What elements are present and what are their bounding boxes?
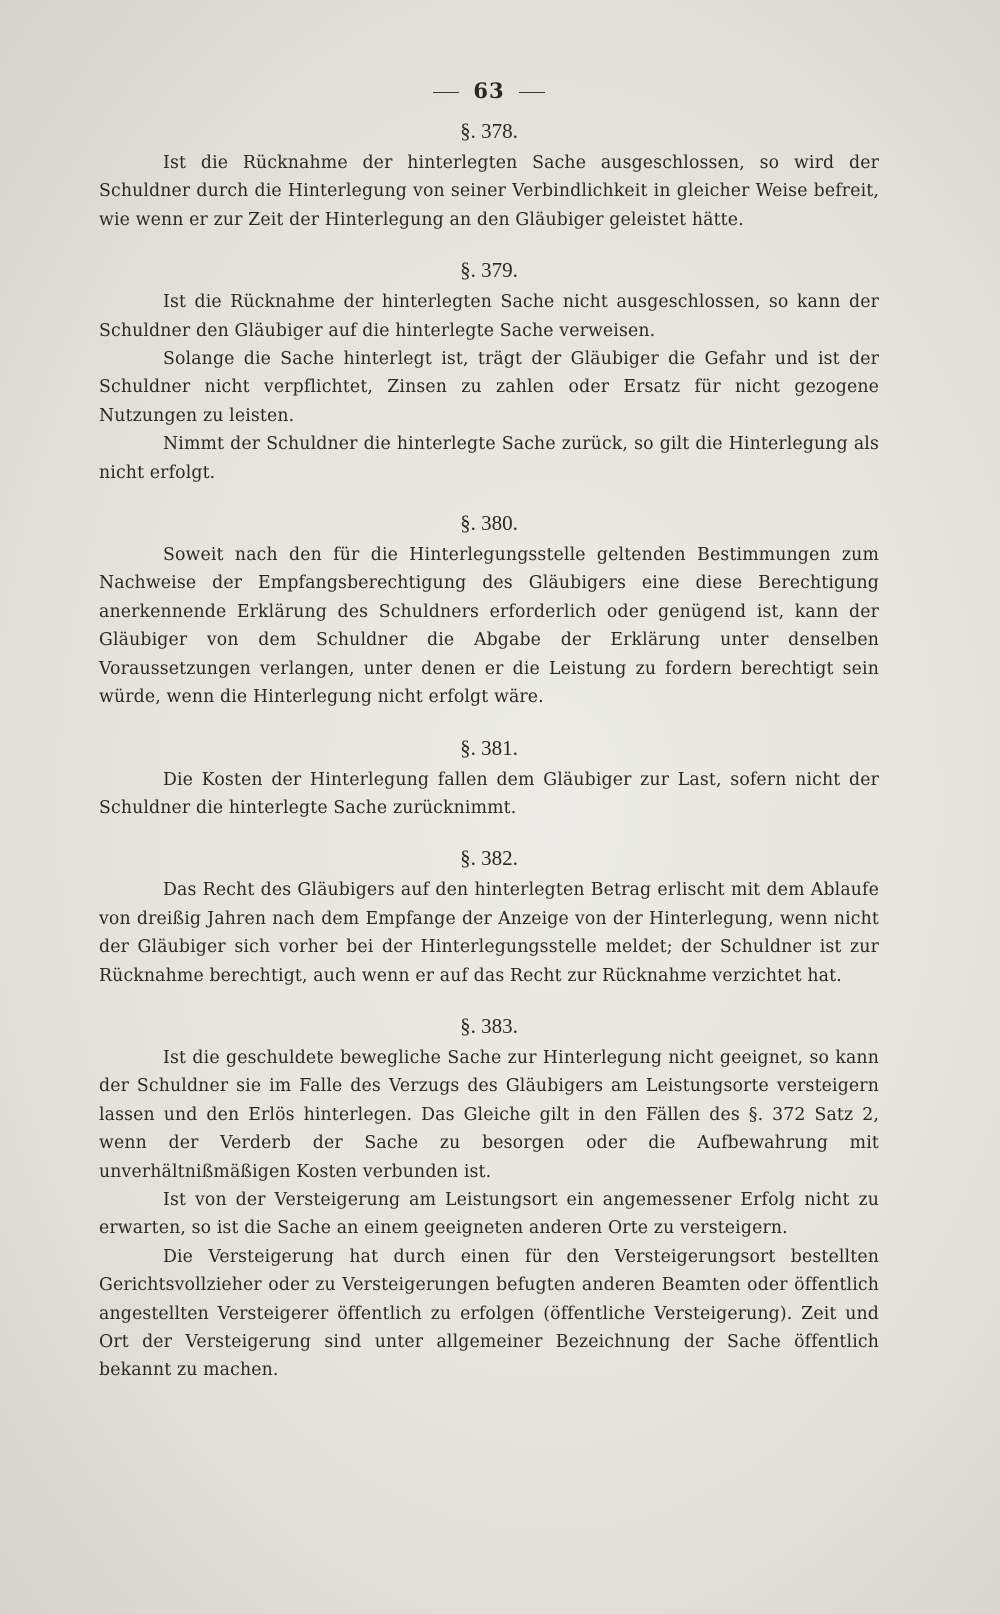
paragraph: Soweit nach den für die Hinterlegungsstelle geltenden Bestimmungen zum Nachweise der Empfangsberechtigung des Gläubigers eine diese Berechtigung anerkennende Erklärung des Schuldners erforderlich oder genügend ist, kann der Gläubiger von dem Schuldner die Abgabe der Erklärung unter denselben Voraussetzungen verlangen, unter denen er die Leistung zu fordern berechtigt sein würde, wenn die Hinterlegung nicht erfolgt wäre. xyxy=(99,545,879,708)
dash-right xyxy=(519,92,545,93)
page-content xyxy=(99,78,879,1385)
paragraph: Ist von der Versteigerung am Leistungsort ein angemessener Erfolg nicht zu erwarten, so ist die Sache an einem geeigneten anderen Orte zu versteigern. xyxy=(99,1189,879,1239)
section-381 xyxy=(99,734,879,823)
section-heading: §. 381. xyxy=(460,735,518,760)
section-383 xyxy=(99,1012,879,1385)
section-380 xyxy=(99,509,879,711)
page-number: 63 xyxy=(473,78,505,103)
section-382 xyxy=(99,844,879,990)
section-378 xyxy=(99,117,879,234)
section-heading: §. 379. xyxy=(460,258,518,283)
paragraph: Ist die Rücknahme der hinterlegten Sache nicht ausgeschlossen, so kann der Schuldner den Gläubiger auf die hinterlegte Sache verweisen. xyxy=(99,292,879,341)
paragraph: Die Versteigerung hat durch einen für den Versteigerungsort bestellten Gerichtsvollzieher oder zu Versteigerungen befugten anderen Beamten oder öffentlich angestellten Versteigerer öffentlich zu erfolgen (öffentliche Versteigerung). Zeit und Ort der Versteigerung sind unter allgemeiner Bezeichnung der Sache öffentlich bekannt zu machen. xyxy=(99,1246,879,1381)
section-heading: §. 380. xyxy=(460,511,518,536)
paragraph: Solange die Sache hinterlegt ist, trägt der Gläubiger die Gefahr und ist der Schuldner nicht verpflichtet, Zinsen zu zahlen oder Ersatz für nicht gezogene Nutzungen zu leisten. xyxy=(99,349,879,426)
section-heading: §. 378. xyxy=(460,119,518,143)
dash-left xyxy=(433,92,459,93)
section-heading: §. 383. xyxy=(460,1013,518,1038)
paragraph: Das Recht des Gläubigers auf den hinterlegten Betrag erlischt mit dem Ablaufe von dreißig Jahren nach dem Empfange der Anzeige von der Hinterlegung, wenn nicht der Gläubiger sich vorher bei der Hinterlegungsstelle meldet; der Schuldner ist zur Rücknahme berechtigt, auch wenn er auf das Recht zur Rücknahme verzichtet hat. xyxy=(99,880,879,986)
section-379 xyxy=(99,256,879,487)
section-heading: §. 382. xyxy=(460,846,518,871)
paragraph: Ist die Rücknahme der hinterlegten Sache ausgeschlossen, so wird der Schuldner durch die Hinterlegung von seiner Verbindlichkeit in gleicher Weise befreit, wie wenn er zur Zeit der Hinterlegung an den Gläubiger geleistet hätte. xyxy=(99,153,879,230)
paragraph: Die Kosten der Hinterlegung fallen dem Gläubiger zur Last, sofern nicht der Schuldner die hinterlegte Sache zurücknimmt. xyxy=(99,769,879,818)
paragraph: Nimmt der Schuldner die hinterlegte Sache zurück, so gilt die Hinterlegung als nicht erfolgt. xyxy=(99,434,879,483)
page-number-line xyxy=(99,78,879,103)
paragraph: Ist die geschuldete bewegliche Sache zur Hinterlegung nicht geeignet, so kann der Schuldner sie im Falle des Verzugs des Gläubigers am Leistungsorte versteigern lassen und den Erlös hinterlegen. Das Gleiche gilt in den Fällen des §. 372 Satz 2, wenn der Verderb der Sache zu besorgen oder die Aufbewahrung mit unverhältnißmäßigen Kosten verbunden ist. xyxy=(99,1047,879,1182)
